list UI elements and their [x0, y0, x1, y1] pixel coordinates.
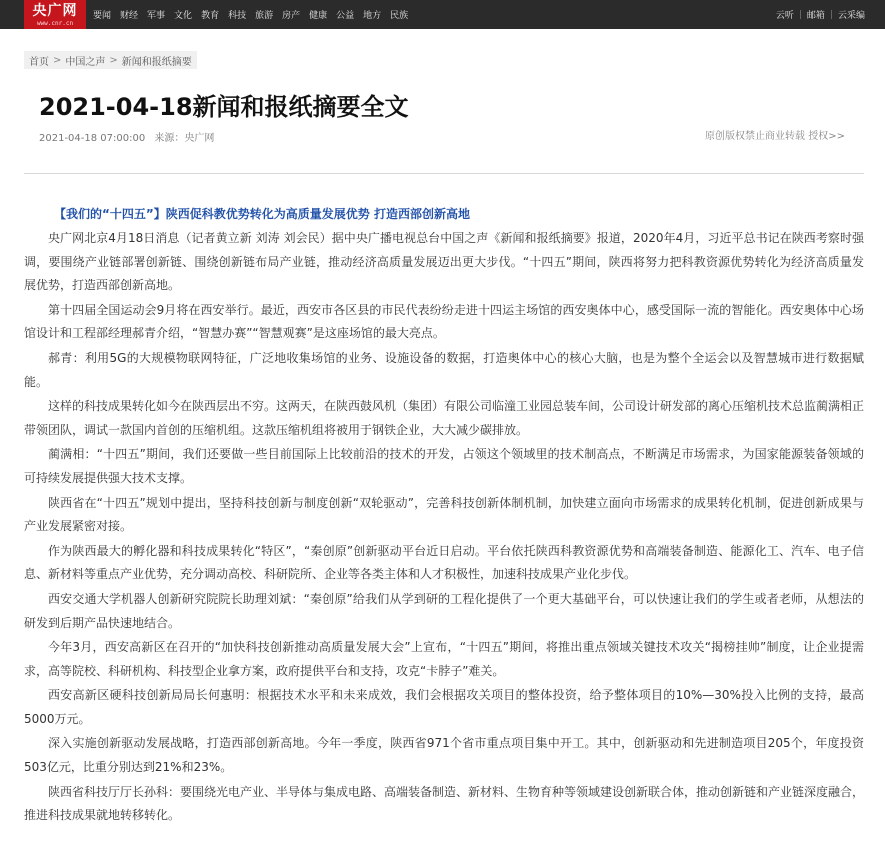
nav-item-jiaoyu[interactable]: 教育 [201, 11, 220, 21]
article-paragraph: 郝青：利用5G的大规模物联网特征，广泛地收集场馆的业务、设施设备的数据，打造奥体中心的核心大脑，也是为整个全运会以及智慧城市进行数据赋能。 [24, 350, 864, 389]
article-paragraph: 作为陕西最大的孵化器和科技成果转化“特区”，“秦创原”创新驱动平台近日启动。平台依托陕西科教资源优势和高端装备制造、能源化工、汽车、电子信息、新材料等重点产业优势，充分调动高校、科研院所、企业等各类主体和人才积极性，加速科技成果产业化步伐。 [24, 543, 864, 582]
divider [24, 173, 864, 174]
nav-item-gongyi[interactable]: 公益 [336, 11, 355, 21]
mailbox-link[interactable]: 邮箱 [806, 11, 825, 21]
article-meta [39, 129, 214, 144]
article-paragraph: 这样的科技成果转化如今在陕西层出不穷。这两天，在陕西鼓风机（集团）有限公司临潼工业园总装车间，公司设计研发部的离心压缩机技术总监蔺满相正带领团队，调试一款国内首创的压缩机组。这款压缩机组将被用于钢铁企业，大大减少碳排放。 [24, 399, 865, 437]
breadcrumb-separator: > [109, 54, 118, 66]
article-paragraph: 陕西省在“十四五”规划中提出，坚持科技创新与制度创新“双轮驱动”，完善科技创新体制机制，加快建立面向市场需求的成果转化机制，促进创新成果与产业发展紧密对接。 [24, 495, 864, 534]
nav-item-difang[interactable]: 地方 [363, 11, 382, 21]
nav-item-wenhua[interactable]: 文化 [174, 11, 193, 21]
nav-item-keji[interactable]: 科技 [228, 11, 247, 21]
nav-item-junshi[interactable]: 军事 [147, 11, 166, 21]
nav-item-fangchan[interactable]: 房产 [282, 11, 301, 21]
article-paragraph: 陕西省科技厅厅长孙科：要围绕光电产业、半导体与集成电路、高端装备制造、新材料、生物育种等领域建设创新联合体，推动创新链和产业链深度融合，推进科技成果就地转移转化。 [24, 784, 865, 823]
separator: | [829, 9, 833, 20]
publish-datetime: 2021-04-18 07:00:00 [39, 133, 146, 144]
top-nav-bar [0, 0, 885, 29]
article-paragraph: 深入实施创新驱动发展战略，打造西部创新高地。今年一季度，陕西省971个省市重点项目集中开工。其中，创新驱动和先进制造项目205个，年度投资503亿元，比重分别达到21%和23%。 [24, 736, 864, 775]
cnr-logo[interactable] [24, 0, 86, 29]
logo-text: 央广网 [32, 3, 78, 19]
breadcrumb [24, 51, 197, 69]
channel-nav [93, 0, 417, 29]
logo-url: www.cnr.cn [36, 20, 74, 27]
yunting-link[interactable]: 云听 [775, 11, 794, 21]
separator: | [798, 9, 802, 20]
copyright-text: 原创版权禁止商业转载 [705, 131, 806, 142]
article-paragraph: 央广网北京4月18日消息（记者黄立新 刘涛 刘会民）据中央广播电视总台中国之声《新闻和报纸摘要》报道，2020年4月，习近平总书记在陕西考察时强调，要围绕产业链部署创新链、围绕创新链布局产业链，推动经济高质量发展迈出更大步伐。“十四五”期间，陕西将努力把科教资源优势转化为经济高质量发展优势，打造西部创新高地。 [24, 231, 864, 293]
page-title: 2021-04-18新闻和报纸摘要全文 [39, 93, 409, 121]
article-paragraph: 今年3月，西安高新区在召开的“加快科技创新推动高质量发展大会”上宣布，“十四五”期间，将推出重点领域关键技术攻关“揭榜挂帅”制度，让企业提需求，高等院校、科研机构、科技型企业拿方案，政府提供平台和支持，攻克“卡脖子”难关。 [24, 640, 864, 678]
article-paragraph: 蔺满相：“十四五”期间，我们还要做一些目前国际上比较前沿的技术的开发，占领这个领域里的技术制高点，不断满足市场需求，为国家能源装备领域的可持续发展提供强大技术支撑。 [24, 447, 864, 485]
article-source: 来源：央广网 [154, 133, 215, 144]
article-headline: 【我们的“十四五”】陕西促科教优势转化为高质量发展优势 打造西部创新高地 [54, 207, 470, 221]
article-paragraph: 西安高新区硬科技创新局局长何惠明：根据技术水平和未来成效，我们会根据攻关项目的整体投资，给予整体项目的10%—30%投入比例的支持，最高5000万元。 [24, 688, 864, 726]
breadcrumb-voice-of-china[interactable]: 中国之声 [65, 56, 106, 68]
nav-item-lvyou[interactable]: 旅游 [255, 11, 274, 21]
breadcrumb-news-digest[interactable]: 新闻和报纸摘要 [121, 56, 192, 68]
nav-item-minzu[interactable]: 民族 [390, 11, 409, 21]
breadcrumb-separator: > [53, 54, 62, 66]
nav-item-caijing[interactable]: 财经 [120, 11, 139, 21]
article-paragraph: 西安交通大学机器人创新研究院院长助理刘斌：“秦创原”给我们从学到研的工程化提供了一个更大基础平台，可以快速让我们的学生或者老师，从想法的研发到后期产品快速地结合。 [24, 591, 864, 630]
yuncaibian-link[interactable]: 云采编 [837, 11, 865, 21]
top-right-links [776, 0, 865, 29]
nav-item-yaowen[interactable]: 要闻 [93, 11, 112, 21]
authorize-link[interactable]: 授权>> [808, 131, 845, 142]
breadcrumb-home[interactable]: 首页 [29, 56, 49, 68]
article-paragraph: 第十四届全国运动会9月将在西安举行。最近，西安市各区县的市民代表纷纷走进十四运主场馆的西安奥体中心，感受国际一流的智能化。西安奥体中心场馆设计和工程部经理郝青介绍，“智慧办赛”“智慧观赛”是这座场馆的最大亮点。 [24, 302, 864, 341]
nav-item-jiankang[interactable]: 健康 [309, 11, 328, 21]
article-body [24, 203, 864, 829]
copyright-notice [705, 127, 845, 142]
